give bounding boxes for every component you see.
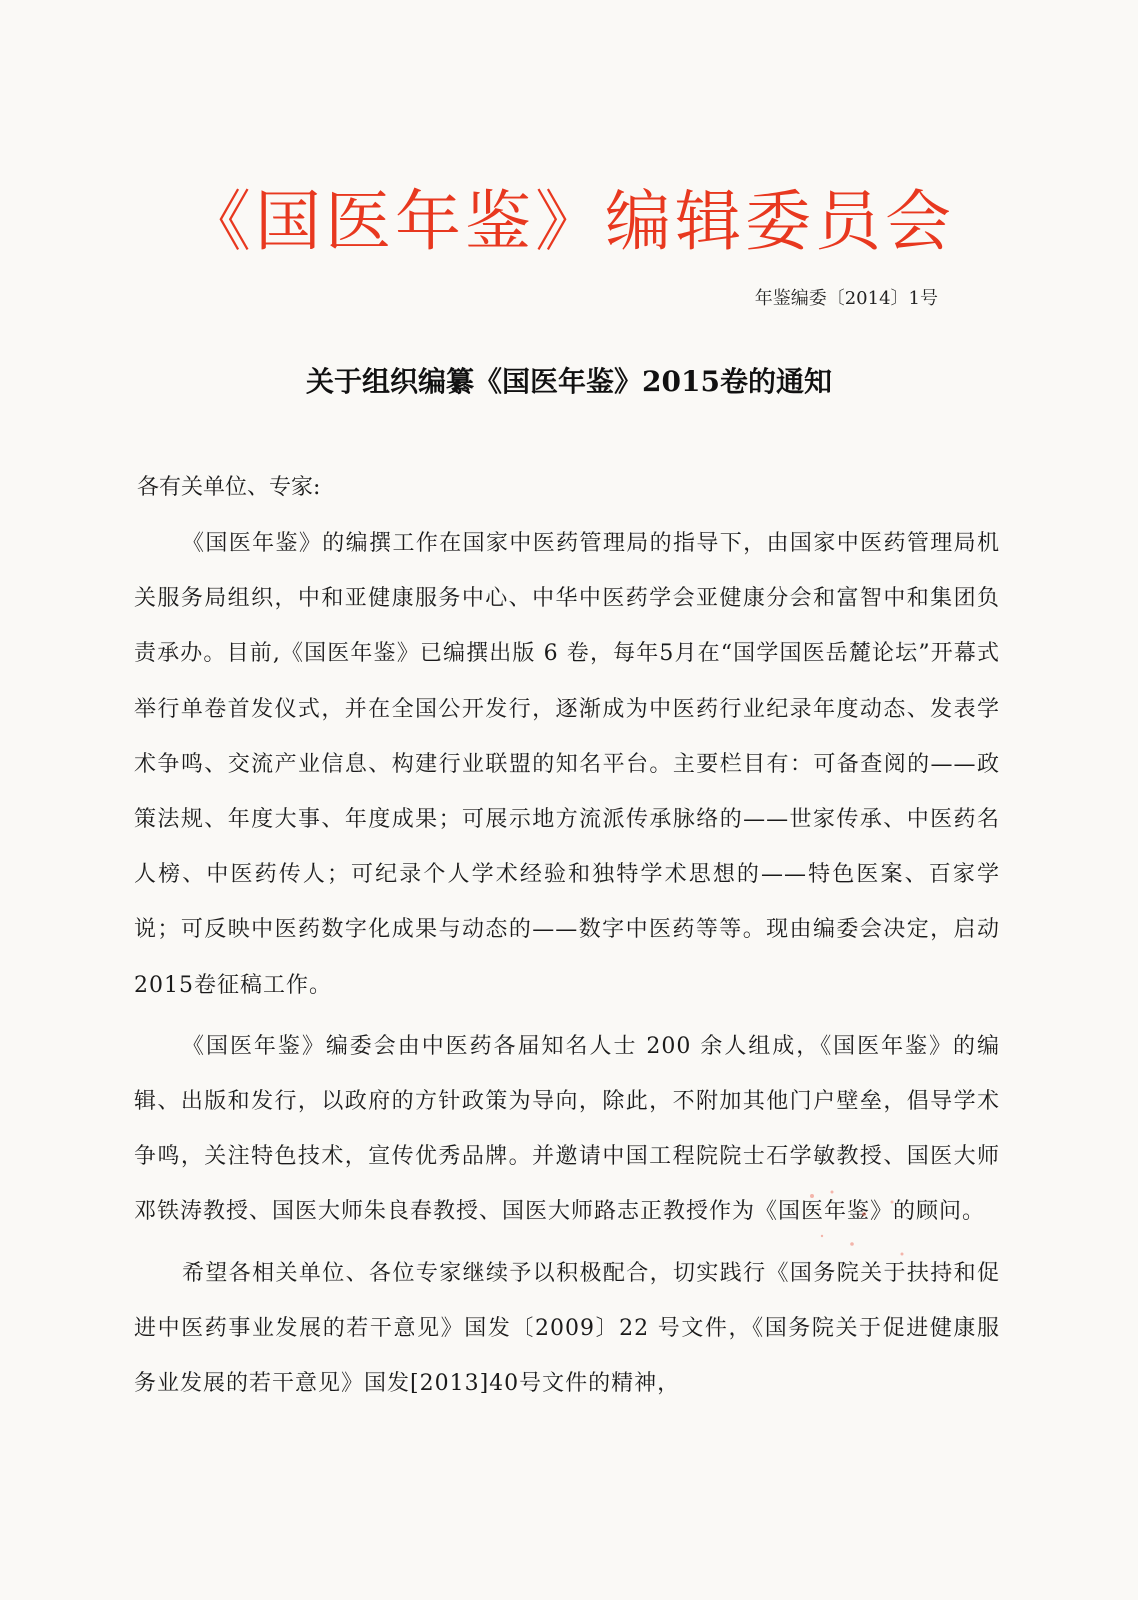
organization-header: 《国医年鉴》编辑委员会 <box>185 183 955 260</box>
salutation: 各有关单位、专家: <box>137 475 321 500</box>
paragraph-1: 《国医年鉴》的编撰工作在国家中医药管理局的指导下，由国家中医药管理局机关服务局组织，中和亚健康服务中心、中华中医药学会亚健康分会和富智中和集团负责承办。目前,《国医年鉴》已编撰出版 6 卷，每年5月在“国学国医岳麓论坛”开幕式举行单卷首发仪式，并在全国公开发行，逐渐成为中医药行业纪录年度动态、发表学术争鸣、交流产业信息、构建行业联盟的知名平台。主要栏目有：可备查阅的——政策法规、年度大事、年度成果；可展示地方流派传承脉络的——世家传承、中医药名人榜、中医药传人；可纪录个人学术经验和独特学术思想的——特色医案、百家学说；可反映中医药数字化成果与动态的——数字中医药等等。现由编委会决定，启动2015卷征稿工作。 <box>134 531 1000 998</box>
document-title: 关于组织编纂《国医年鉴》2015卷的通知 <box>306 365 832 398</box>
paragraph-2: 《国医年鉴》编委会由中医药各届知名人士 200 余人组成，《国医年鉴》的编辑、出版和发行，以政府的方针政策为导向，除此，不附加其他门户壁垒，倡导学术争鸣，关注特色技术，宣传优秀品牌。并邀请中国工程院院士石学敏教授、国医大师邓铁涛教授、国医大师朱良春教授、国医大师路志正教授作为《国医年鉴》的顾问。 <box>134 1033 1000 1225</box>
document-number: 年鉴编委〔2014〕1号 <box>754 288 938 309</box>
paragraph-3: 希望各相关单位、各位专家继续予以积极配合，切实践行《国务院关于扶持和促进中医药事业发展的若干意见》国发〔2009〕22 号文件，《国务院关于促进健康服务业发展的若干意见》国发[2013]40号文件的精神， <box>134 1260 1000 1397</box>
body-text <box>134 516 1000 1417</box>
